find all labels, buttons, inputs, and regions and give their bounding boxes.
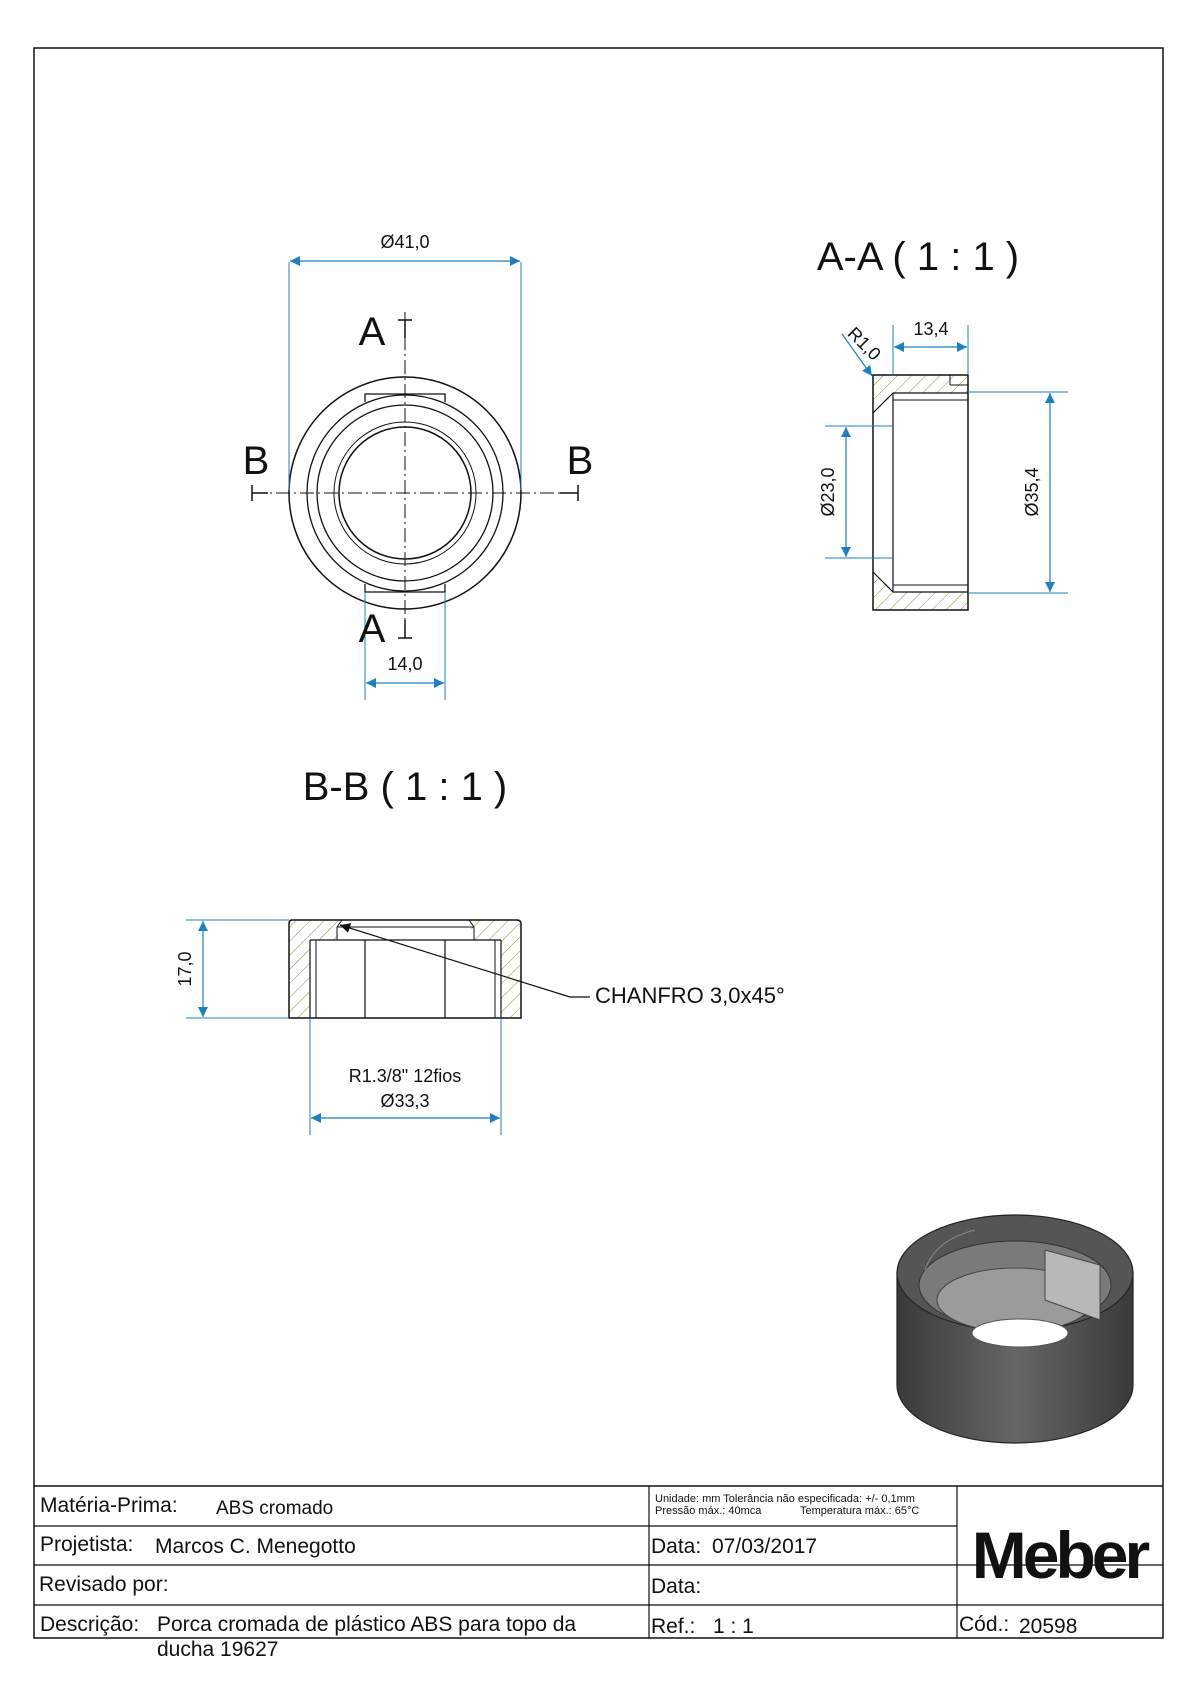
chamfer-callout-text: CHANFRO 3,0x45° — [595, 983, 785, 1008]
dim-aa-outer-text: Ø35,4 — [1022, 467, 1042, 517]
section-bb-view — [175, 765, 785, 1135]
section-label-b-right: B — [566, 439, 594, 483]
title-block — [34, 1486, 1163, 1661]
notes-line2-pressure: Pressão máx.: 40mca — [655, 1505, 762, 1517]
code-label: Cód.: — [959, 1613, 1010, 1636]
designer-value: Marcos C. Menegotto — [155, 1535, 356, 1558]
designer-label: Projetista: — [40, 1533, 134, 1556]
dim-aa-height-text: 13,4 — [913, 319, 949, 339]
material-label: Matéria-Prima: — [40, 1494, 178, 1517]
section-label-b-left: B — [242, 439, 270, 483]
ref-label: Ref.: — [651, 1615, 696, 1638]
description-value-line2: ducha 19627 — [157, 1638, 279, 1661]
notes-line1: Unidade: mm Tolerância não especificada: +/- 0,1mm — [655, 1493, 915, 1505]
date-value: 07/03/2017 — [712, 1535, 818, 1558]
dim-outer-text: Ø41,0 — [380, 232, 430, 252]
isometric-render — [897, 1215, 1133, 1443]
description-label: Descrição: — [40, 1613, 140, 1636]
section-label-a-top: A — [358, 310, 386, 354]
dim-aa-inner-text: Ø23,0 — [818, 467, 838, 517]
section-bb-title: B-B ( 1 : 1 ) — [302, 765, 508, 809]
dim-slot-text: 14,0 — [387, 654, 423, 674]
section-label-a-bottom: A — [358, 607, 386, 651]
dim-aa-radius-text: R1,0 — [843, 323, 885, 365]
dim-bb-thread-dia-text: Ø33,3 — [380, 1091, 430, 1111]
front-view — [243, 232, 594, 700]
section-aa-title: A-A ( 1 : 1 ) — [816, 235, 1020, 279]
code-value: 20598 — [1019, 1615, 1078, 1638]
material-value: ABS cromado — [216, 1498, 334, 1519]
section-aa-outline — [873, 375, 968, 610]
dim-bb-height-text: 17,0 — [175, 951, 195, 987]
thread-spec-text: R1.3/8" 12fios — [348, 1066, 462, 1086]
description-value-line1: Porca cromada de plástico ABS para topo da — [157, 1613, 577, 1636]
section-aa-view — [817, 235, 1068, 610]
reviewed-label: Revisado por: — [39, 1573, 169, 1596]
date-label: Data: — [651, 1535, 702, 1558]
date2-label: Data: — [651, 1575, 702, 1598]
ref-value: 1 : 1 — [713, 1615, 754, 1638]
notes-line2-temperature: Temperatura máx.: 65°C — [800, 1505, 920, 1517]
company-logo: Meber — [971, 1518, 1147, 1592]
